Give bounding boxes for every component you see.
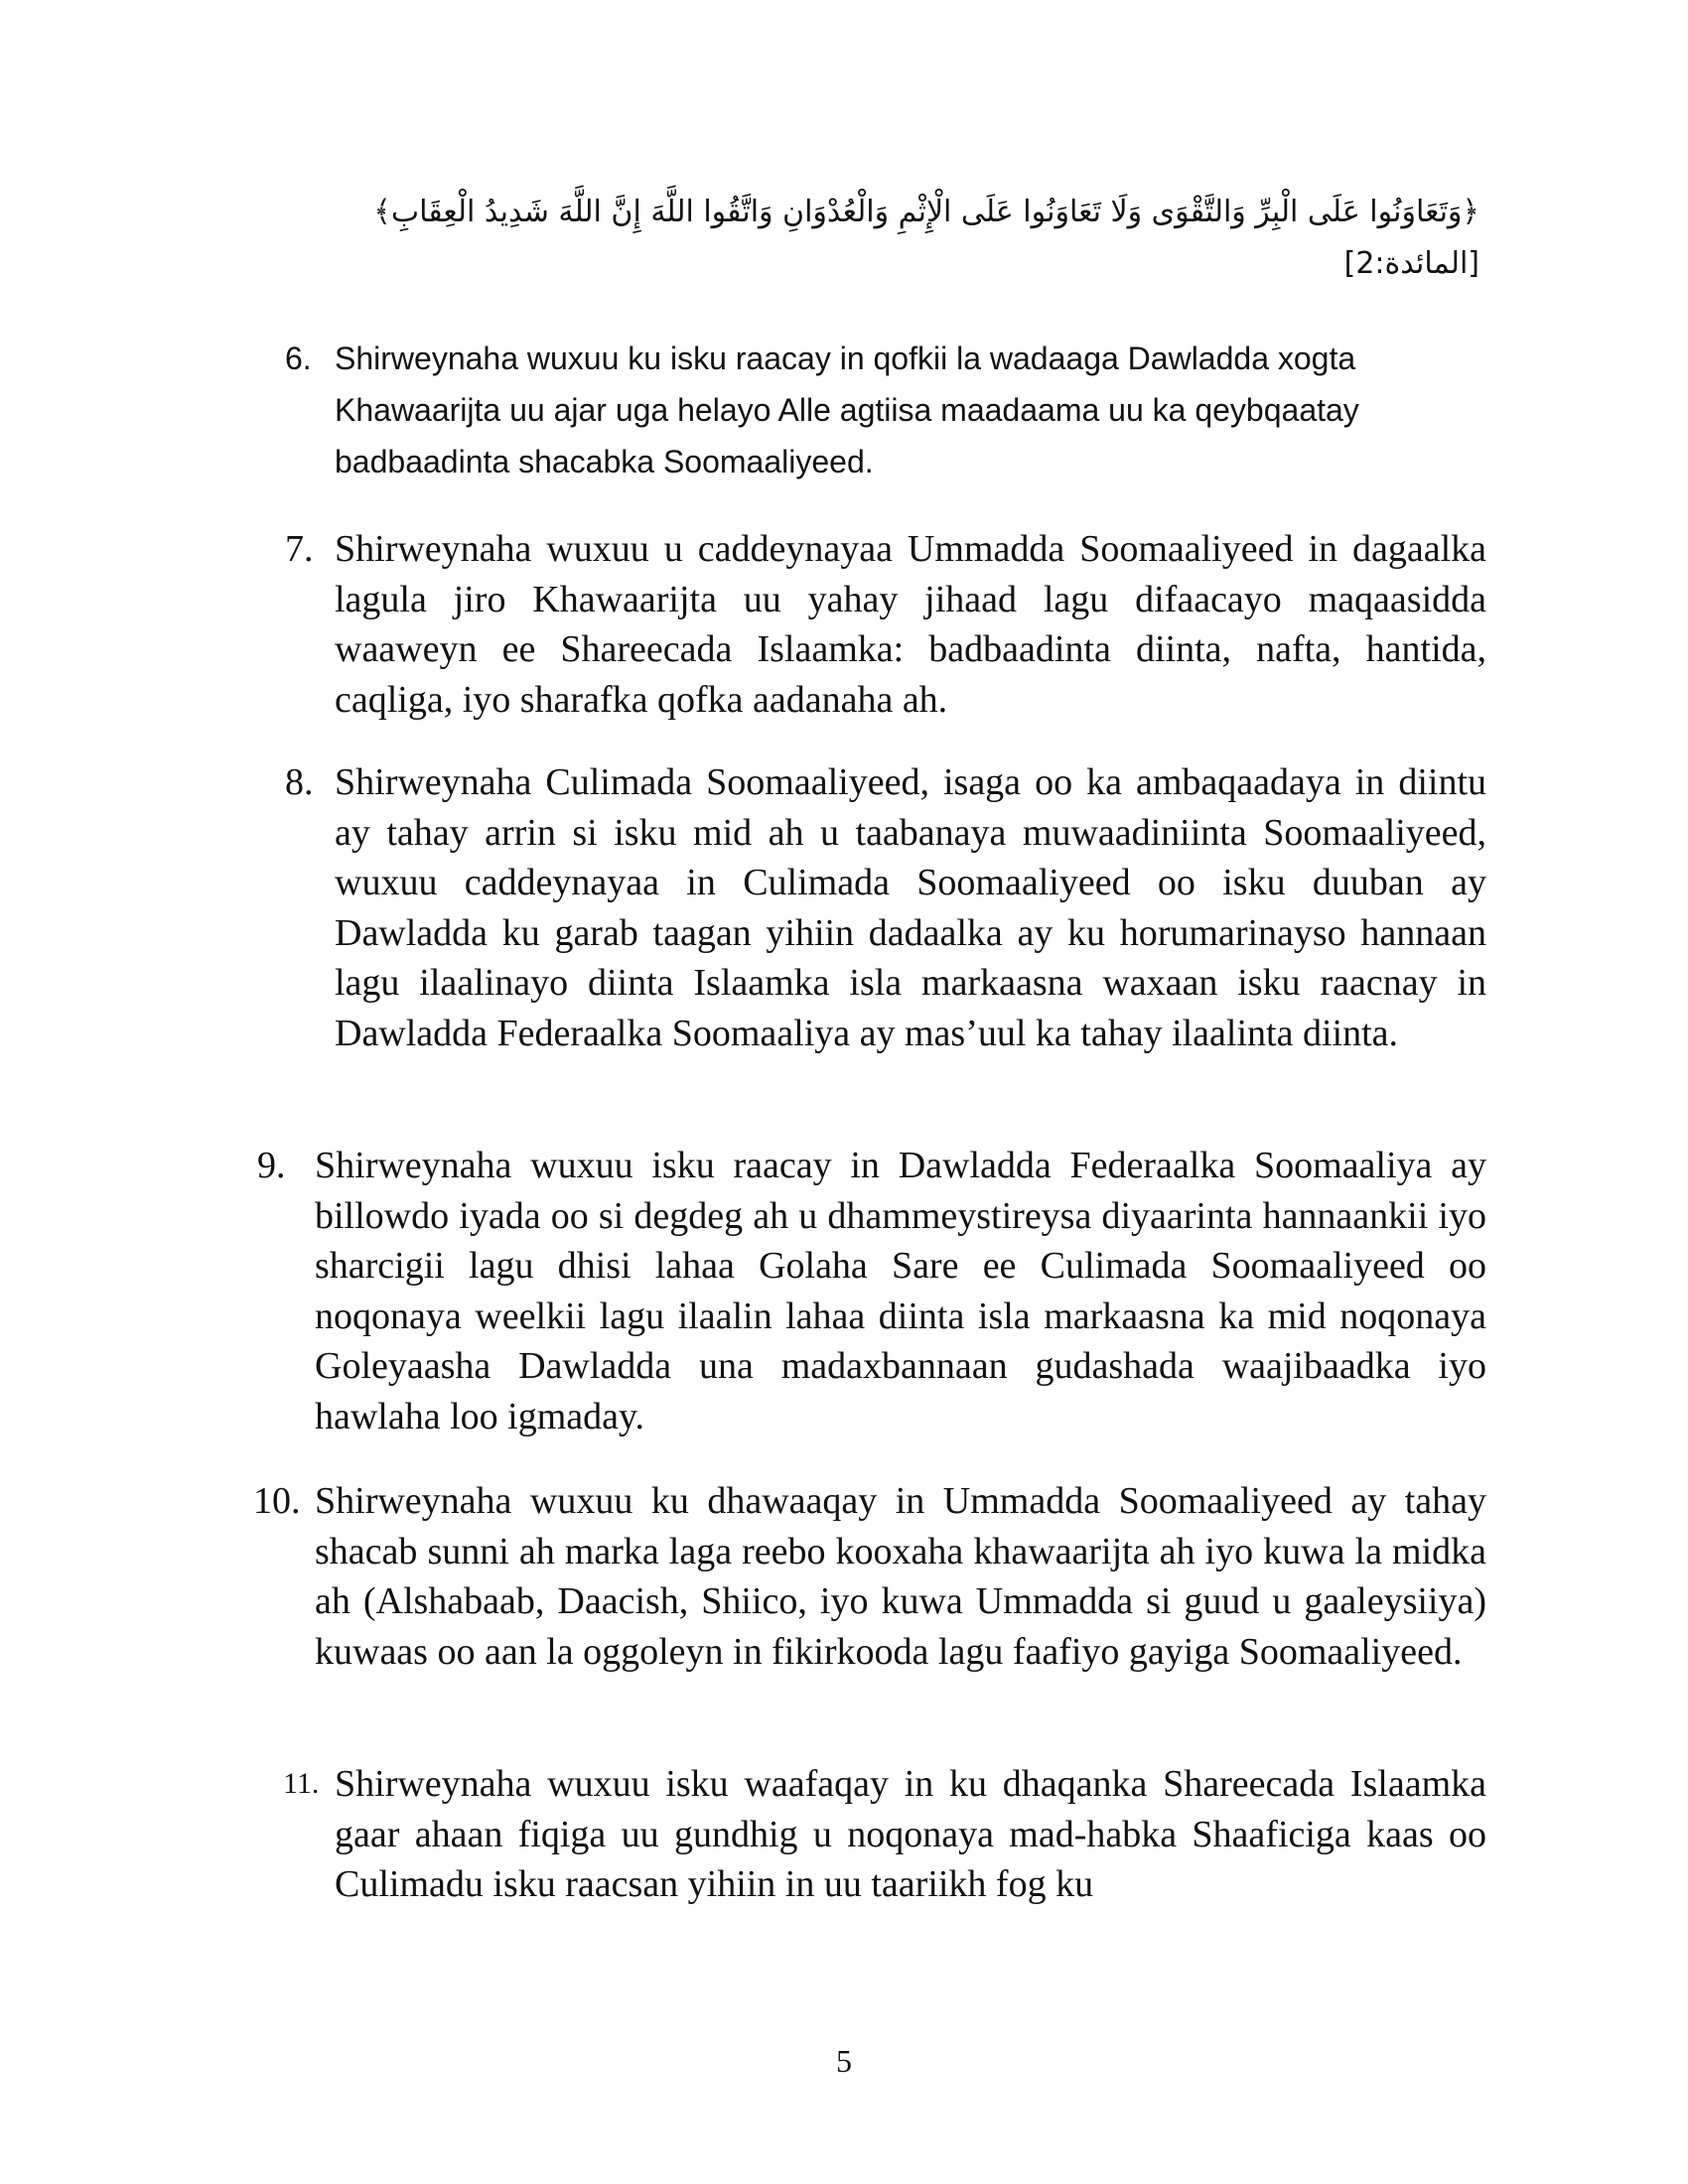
list-item-11 (283, 1759, 1486, 1910)
quran-verse-block (298, 187, 1479, 290)
list-item-text: Shirweynaha wuxuu isku waafaqay in ku dhaqanka Shareecada Islaamka gaar ahaan fiqiga uu gundhig u noqonaya mad-habka Shaaficiga kaas oo Culimadu isku raacsan yihiin in uu taariikh fog ku (335, 1763, 1486, 1905)
list-item-number: 6. (285, 341, 312, 376)
list-item-number: 9. (257, 1145, 286, 1186)
list-item-8 (285, 757, 1486, 1058)
list-item-number: 10. (253, 1480, 301, 1522)
list-item-7 (285, 524, 1486, 725)
list-item-10 (253, 1476, 1486, 1677)
quran-verse: ﴿وَتَعَاوَنُوا عَلَى الْبِرِّ وَالتَّقْوَى وَلَا تَعَاوَنُوا عَلَى الْإِثْمِ وَالْعُدْوَانِ وَاتَّقُوا اللَّهَ إِنَّ اللَّهَ شَدِيدُ الْعِقَابِ﴾ (373, 195, 1479, 229)
list-item-number: 8. (285, 761, 314, 803)
list-item-text: Shirweynaha wuxuu u caddeynayaa Ummadda Soomaaliyeed in dagaalka lagula jiro Khawaarijta uu yahay jihaad lagu difaacayo maqaasidda waaweyn ee Shareecada Islaamka: badbaadinta diinta, nafta, hantida, caqliga, iyo sharafka qofka aadanaha ah. (335, 528, 1486, 721)
list-item-number: 7. (285, 528, 314, 570)
list-item-6 (285, 333, 1486, 487)
list-item-number: 11. (283, 1767, 320, 1800)
list-item-text: Shirweynaha wuxuu isku raacay in Dawladda Federaalka Soomaaliya ay billowdo iyada oo si degdeg ah u dhammeystireysa diyaarinta hannaankii iyo sharcigii lagu dhisi lahaa Golaha Sare ee Culimada Soomaaliyeed oo noqonaya weelkii lagu ilaalin lahaa diinta isla markaasna ka mid noqonaya Goleyaasha Dawladda una madaxbannaan gudashada waajibaadka iyo hawlaha loo igmaday. (315, 1145, 1486, 1437)
list-item-text: Shirweynaha wuxuu ku dhawaaqay in Ummadda Soomaaliyeed ay tahay shacab sunni ah marka laga reebo kooxaha khawaarijta ah iyo kuwa la midka ah (Alshabaab, Daacish, Shiico, iyo kuwa Ummadda si guud u gaaleysiiya) kuwaas oo aan la oggoleyn in fikirkooda lagu faafiyo gayiga Soomaaliyeed. (315, 1480, 1486, 1673)
verse-reference: [المائدة:2] (1343, 246, 1479, 281)
page-number: 5 (836, 2043, 852, 2079)
list-item-9 (257, 1141, 1486, 1441)
list-item-text: Shirweynaha wuxuu ku isku raacay in qofkii la wadaaga Dawladda xogta Khawaarijta uu ajar uga helayo Alle agtiisa maadaama uu ka qeybqaatay badbaadinta shacabka Soomaaliyeed. (335, 341, 1359, 479)
list-item-text: Shirweynaha Culimada Soomaaliyeed, isaga oo ka ambaqaadaya in diintu ay tahay arrin si isku mid ah u taabanaya muwaadiniinta Soomaaliyeed, wuxuu caddeynayaa in Culimada Soomaaliyeed oo isku duuban ay Dawladda ku garab taagan yihiin dadaalka ay ku horumarinayso hannaan lagu ilaalinayo diinta Islaamka isla markaasna waxaan isku raacnay in Dawladda Federaalka Soomaaliya ay mas’uul ka tahay ilaalinta diinta. (335, 761, 1486, 1054)
